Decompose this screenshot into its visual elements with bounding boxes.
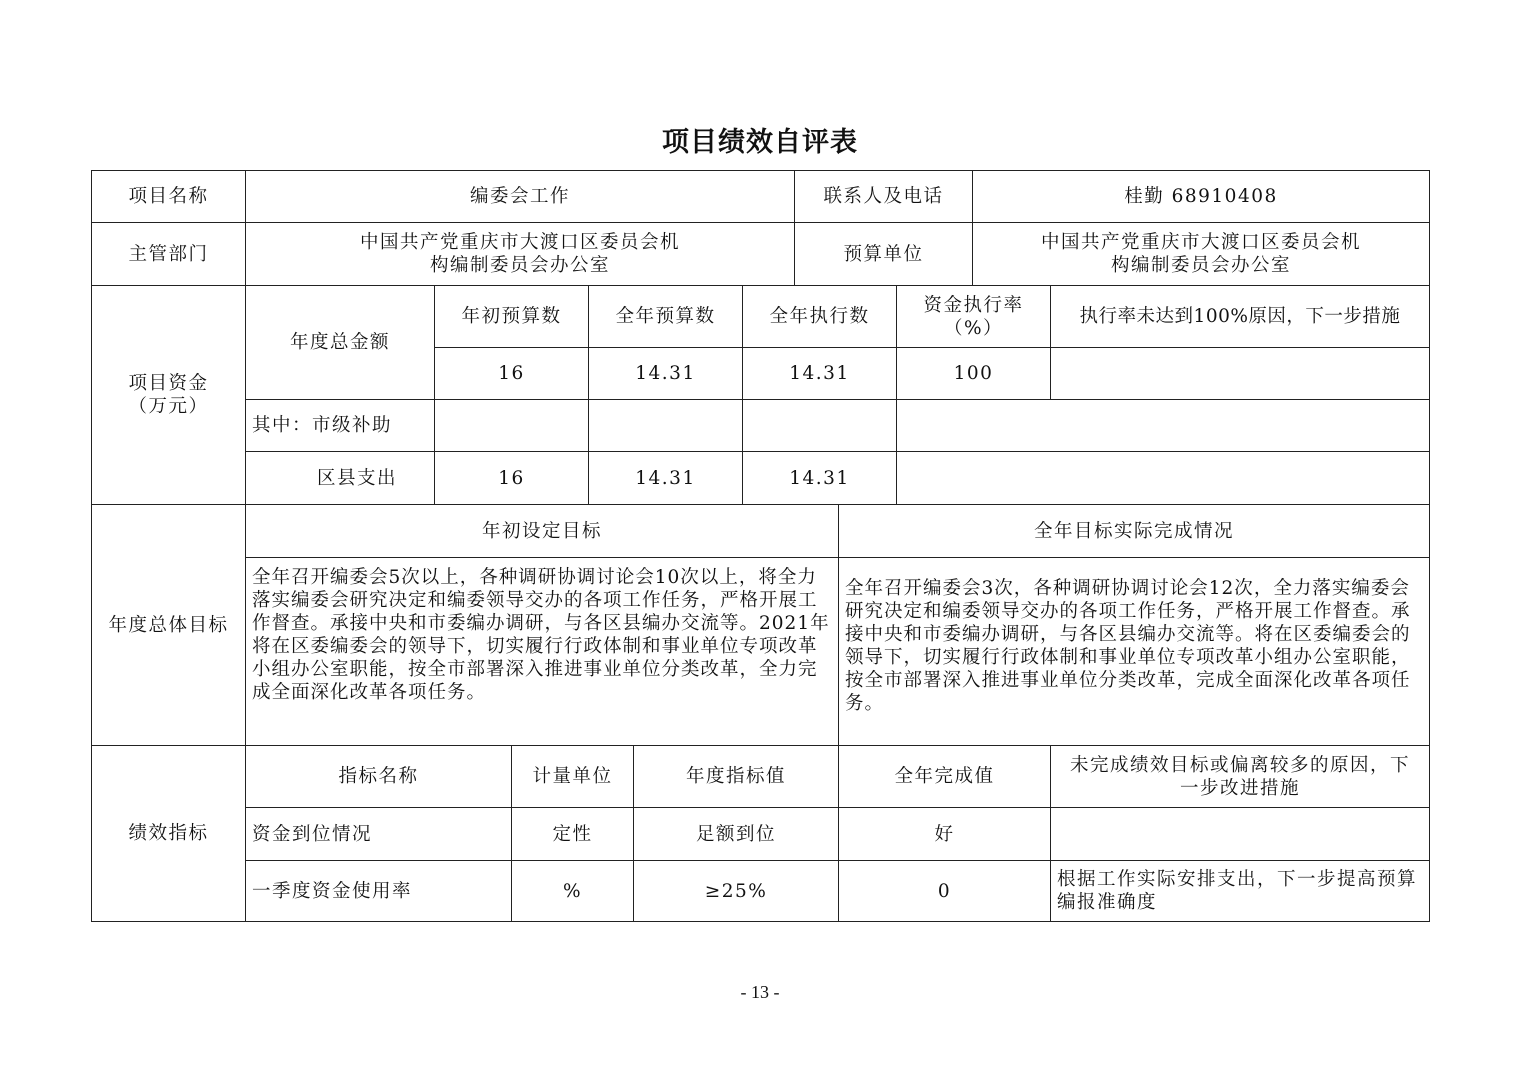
indicator-header: 指标名称 [245,745,512,808]
contact: 桂勤 68910408 [972,170,1430,223]
funds-header: 执行率未达到100%原因，下一步措施 [1050,285,1430,348]
city-value [434,399,589,452]
district-value [896,451,1430,505]
total-value [1050,347,1430,400]
indicator-header: 全年完成值 [838,745,1051,808]
total-value: 14.31 [588,347,743,400]
indicator-cell: 根据工作实际安排支出，下一步提高预算编报准确度 [1050,860,1430,922]
page-title: 项目绩效自评表 [662,127,858,158]
actual-goal-text: 全年召开编委会3次，各种调研协调讨论会12次，全力落实编委会研究决定和编委领导交办的各项工作任务，严格开展工作督查。承接中央和市委编办调研，与各区县编办交流等。将在区委编委会的领导下，切实履行行政体制和事业单位专项改革小组办公室职能，按全市部署深入推进事业单位分类改革，完成全面深化改革各项任务。 [838,557,1430,746]
city-value [896,399,1430,452]
budget-unit-label: 预算单位 [794,222,973,286]
total-label: 年度总金额 [245,285,435,400]
dept: 中国共产党重庆市大渡口区委员会机构编制委员会办公室 [245,222,795,286]
district-value: 14.31 [742,451,897,505]
total-value: 14.31 [742,347,897,400]
district-value: 14.31 [588,451,743,505]
actual-header: 全年目标实际完成情况 [838,504,1430,558]
project-name: 编委会工作 [245,170,795,223]
district-value: 16 [434,451,589,505]
funds-header: 年初预算数 [434,285,589,348]
indicator-cell [1050,807,1430,861]
indicator-header: 未完成绩效目标或偏离较多的原因，下一步改进措施 [1050,745,1430,808]
goals-label: 年度总体目标 [91,504,246,746]
budget-unit: 中国共产党重庆市大渡口区委员会机构编制委员会办公室 [972,222,1430,286]
dept-label: 主管部门 [91,222,246,286]
district-label: 区县支出 [245,451,435,505]
planned-goal-text: 全年召开编委会5次以上，各种调研协调讨论会10次以上，将全力落实编委会研究决定和编委领导交办的各项工作任务，严格开展工作督查。承接中央和市委编办调研，与各区县编办交流等。2021年将在区委编委会的领导下，切实履行行政体制和事业单位专项改革小组办公室职能，按全市部署深入推进事业单位分类改革，全力完成全面深化改革各项任务。 [245,557,839,746]
indicator-cell: 好 [838,807,1051,861]
indicator-header: 计量单位 [511,745,634,808]
project-name-label: 项目名称 [91,170,246,223]
contact-label: 联系人及电话 [794,170,973,223]
indicator-cell: ≥25% [633,860,839,922]
city-value [588,399,743,452]
indicator-cell: % [511,860,634,922]
funds-header: 资金执行率（%） [896,285,1051,348]
total-value: 16 [434,347,589,400]
page-number: - 13 - [740,982,780,1002]
indicator-cell: 定性 [511,807,634,861]
funds-header: 全年执行数 [742,285,897,348]
city-label: 其中：市级补助 [245,399,435,452]
indicator-cell: 资金到位情况 [245,807,512,861]
city-value [742,399,897,452]
indicator-cell: 0 [838,860,1051,922]
indicator-cell: 足额到位 [633,807,839,861]
indicators-label: 绩效指标 [91,745,246,922]
indicator-header: 年度指标值 [633,745,839,808]
funds-header: 全年预算数 [588,285,743,348]
total-value: 100 [896,347,1051,400]
funds-label: 项目资金（万元） [91,285,246,505]
indicator-cell: 一季度资金使用率 [245,860,512,922]
planned-header: 年初设定目标 [245,504,839,558]
